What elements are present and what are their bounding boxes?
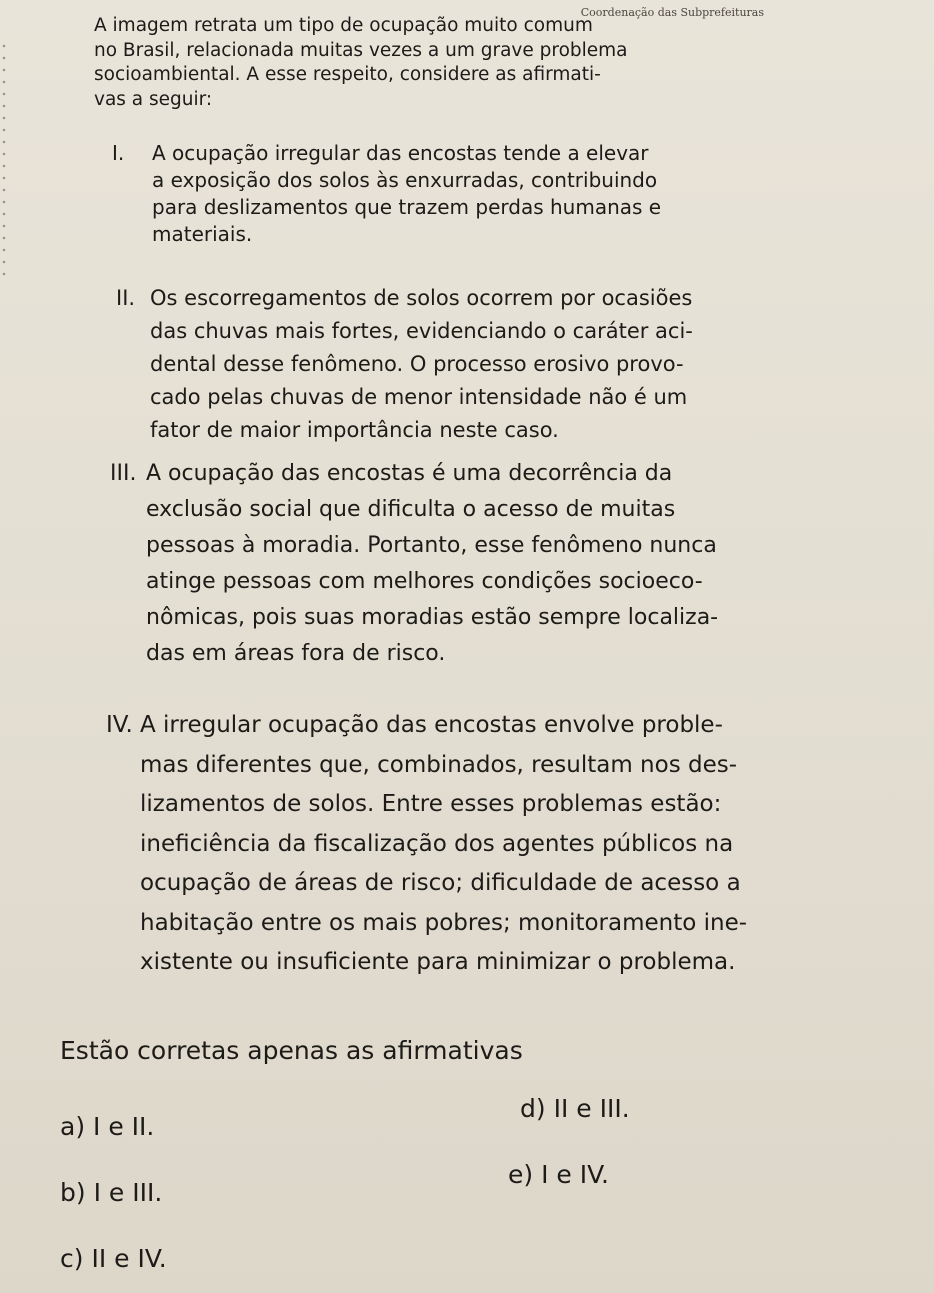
statement-2	[116, 282, 802, 447]
statement-number: IV.	[106, 712, 133, 738]
option-b[interactable]: b) I e III.	[60, 1178, 163, 1207]
statement-text: A irregular ocupação das encostas envolve proble- mas diferentes que, combinados, resultam nos des- lizamentos de solos. Entre esses problemas estão: ineficiência da fiscalização dos agentes públicos na ocupação de áreas de risco; dificuldade de acesso a habitação entre os mais pobres; monitoramento ine- xistente ou insuficiente para minimizar o problema.	[140, 712, 748, 975]
statement-text: Os escorregamentos de solos ocorrem por ocasiões das chuvas mais fortes, evidenciando o caráter aci- dental desse fenômeno. O processo erosivo provo- cado pelas chuvas de menor intensidade não é um fator de maior importância neste caso.	[150, 286, 693, 442]
header-note: Coordenação das Subprefeituras	[580, 6, 764, 19]
option-e[interactable]: e) I e IV.	[508, 1160, 609, 1189]
question-prompt: Estão corretas apenas as afirmativas	[60, 1036, 523, 1065]
statement-1	[112, 140, 792, 248]
option-d[interactable]: d) II e III.	[520, 1094, 630, 1123]
binding-holes	[0, 40, 8, 280]
statement-3	[110, 456, 822, 672]
statement-number: I.	[112, 141, 125, 165]
statement-4	[106, 706, 854, 983]
intro-paragraph: A imagem retrata um tipo de ocupação muito comum no Brasil, relacionada muitas vezes a um grave problema socioambiental. A esse respeito, considere as afirmati- vas a seguir:	[94, 15, 628, 110]
statement-number: III.	[110, 461, 137, 486]
option-a[interactable]: a) I e II.	[60, 1112, 155, 1141]
statement-text: A ocupação irregular das encostas tende a elevar a exposição dos solos às enxurradas, contribuindo para deslizamentos que trazem perdas humanas e materiais.	[152, 141, 662, 246]
statement-text: A ocupação das encostas é uma decorrência da exclusão social que dificulta o acesso de muitas pessoas à moradia. Portanto, esse fenômeno nunca atinge pessoas com melhores condições socioeco- nômicas, pois suas moradias estão sempre localiza- das em áreas fora de risco.	[146, 461, 719, 666]
option-c[interactable]: c) II e IV.	[60, 1244, 167, 1273]
statement-number: II.	[116, 286, 136, 310]
